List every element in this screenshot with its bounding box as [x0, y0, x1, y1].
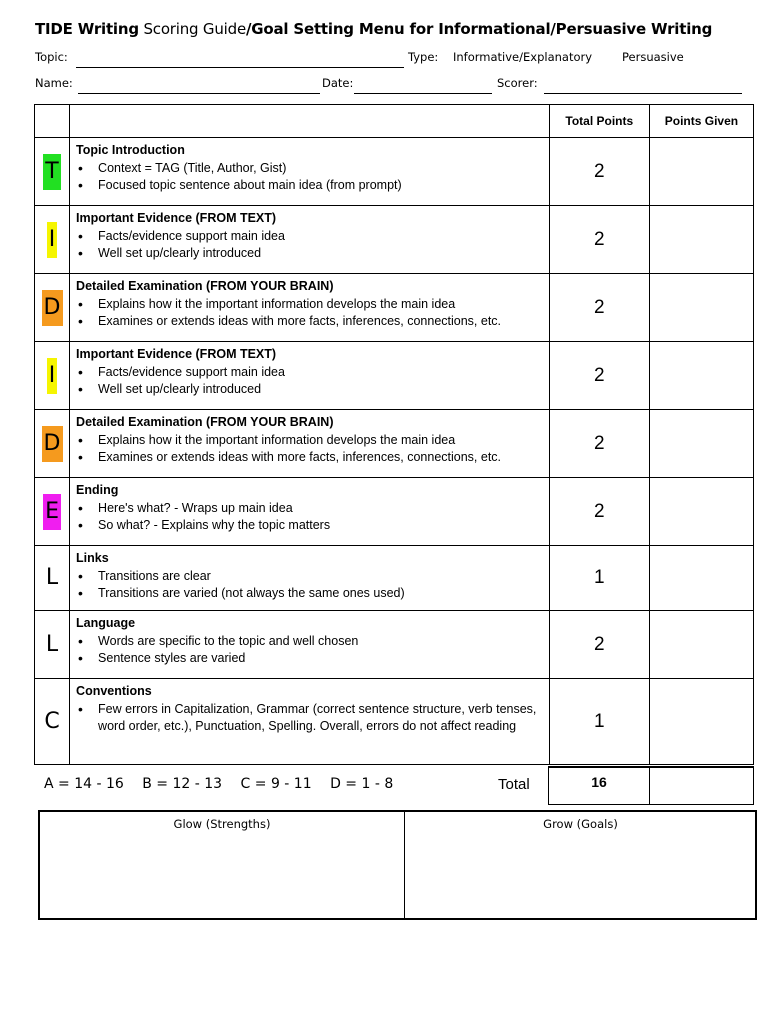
- name-label: Name:: [35, 76, 73, 90]
- criteria-heading: Detailed Examination (FROM YOUR BRAIN): [76, 279, 334, 293]
- tidell-letter: E: [43, 494, 61, 530]
- criteria-bullet: • Well set up/clearly introduced: [76, 381, 543, 399]
- criteria-bullet: • So what? - Explains why the topic matters: [76, 517, 543, 535]
- points-given-cell[interactable]: [649, 478, 753, 546]
- type-label: Type:: [408, 50, 439, 64]
- total-points-cell: 2: [549, 206, 649, 274]
- criteria-heading: Links: [76, 551, 109, 565]
- total-points-cell: 2: [549, 342, 649, 410]
- rubric-row: [35, 546, 754, 611]
- grow-label: Grow (Goals): [543, 817, 618, 831]
- letter-cell: [35, 546, 70, 611]
- criteria-bullet: • Few errors in Capitalization, Grammar (correct sentence structure, verb tenses, word order, etc.), Punctuation, Spelling. Overall, errors do not affect reading: [76, 701, 543, 736]
- criteria-bullet: • Examines or extends ideas with more facts, inferences, connections, etc.: [76, 313, 543, 331]
- criteria-bullet: • Sentence styles are varied: [76, 650, 543, 668]
- criteria-cell: [70, 611, 550, 679]
- points-given-cell[interactable]: [649, 274, 753, 342]
- criteria-cell: [70, 206, 550, 274]
- total-points-cell: 2: [549, 410, 649, 478]
- criteria-bullet: • Here's what? - Wraps up main idea: [76, 500, 543, 518]
- title-plain: Scoring Guide: [138, 20, 246, 38]
- points-given-cell[interactable]: [649, 206, 753, 274]
- criteria-heading: Ending: [76, 483, 119, 497]
- glow-grow-box: [38, 810, 757, 920]
- letter-cell: [35, 206, 70, 274]
- criteria-bullet: • Words are specific to the topic and well chosen: [76, 633, 543, 651]
- name-field[interactable]: [78, 93, 320, 94]
- total-points-header: Total Points: [549, 105, 649, 138]
- criteria-bullet: • Explains how it the important information develops the main idea: [76, 296, 543, 314]
- criteria-heading: Language: [76, 616, 136, 630]
- criteria-cell: [70, 679, 550, 765]
- header-desc-cell: [70, 105, 550, 138]
- title-bold-1: TIDE Writing: [35, 20, 139, 38]
- topic-label: Topic:: [35, 50, 68, 64]
- rubric-row: [35, 611, 754, 679]
- scorer-label: Scorer:: [497, 76, 538, 90]
- total-points-value: 16: [591, 774, 607, 790]
- total-points-cell: 1: [549, 679, 649, 765]
- criteria-bullet: • Well set up/clearly introduced: [76, 245, 543, 263]
- criteria-cell: [70, 274, 550, 342]
- rubric-row: [35, 138, 754, 206]
- criteria-bullet: • Facts/evidence support main idea: [76, 228, 543, 246]
- letter-cell: [35, 478, 70, 546]
- points-given-cell[interactable]: [649, 679, 753, 765]
- grade-a: A = 14 - 16: [44, 776, 124, 792]
- tidell-letter: D: [42, 426, 63, 462]
- rubric-row: [35, 410, 754, 478]
- rubric-row: [35, 206, 754, 274]
- date-field[interactable]: [354, 93, 492, 94]
- criteria-cell: [70, 410, 550, 478]
- letter-cell: [35, 274, 70, 342]
- letter-cell: [35, 679, 70, 765]
- glow-label: Glow (Strengths): [173, 817, 271, 831]
- title-bold-2: /Goal Setting Menu for Informational/Persuasive Writing: [245, 20, 713, 38]
- rubric-row: [35, 478, 754, 546]
- total-points-cell: 2: [549, 611, 649, 679]
- letter-cell: [35, 611, 70, 679]
- tidell-letter: D: [42, 290, 63, 326]
- page-title: [35, 20, 712, 38]
- rubric-row: [35, 679, 754, 765]
- letter-cell: [35, 138, 70, 206]
- criteria-heading: Topic Introduction: [76, 143, 185, 157]
- table-header-row: [35, 105, 754, 138]
- criteria-bullet: • Examines or extends ideas with more facts, inferences, connections, etc.: [76, 449, 543, 467]
- tidell-letter: L: [45, 565, 59, 590]
- points-given-cell[interactable]: [649, 611, 753, 679]
- header-letter-cell: [35, 105, 70, 138]
- type-option-persuasive[interactable]: Persuasive: [622, 50, 684, 64]
- tidell-letter: C: [44, 708, 60, 734]
- grade-b: B = 12 - 13: [142, 776, 223, 792]
- criteria-bullet: • Facts/evidence support main idea: [76, 364, 543, 382]
- points-given-cell[interactable]: [649, 546, 753, 611]
- criteria-bullet: • Transitions are varied (not always the same ones used): [76, 585, 543, 603]
- criteria-bullet: • Focused topic sentence about main idea (from prompt): [76, 177, 543, 195]
- criteria-cell: [70, 478, 550, 546]
- rubric-row: [35, 274, 754, 342]
- total-points-cell: 2: [549, 274, 649, 342]
- criteria-cell: [70, 342, 550, 410]
- criteria-bullet: • Transitions are clear: [76, 568, 543, 586]
- rubric-table: [34, 104, 754, 765]
- type-option-informative[interactable]: Informative/Explanatory: [453, 50, 593, 64]
- criteria-bullet: • Context = TAG (Title, Author, Gist): [76, 160, 543, 178]
- points-given-cell[interactable]: [649, 410, 753, 478]
- total-points-cell: 2: [549, 138, 649, 206]
- criteria-heading: Detailed Examination (FROM YOUR BRAIN): [76, 415, 334, 429]
- total-label: Total: [498, 776, 530, 793]
- total-row: [548, 766, 754, 805]
- total-points-cell: 2: [549, 478, 649, 546]
- criteria-heading: Conventions: [76, 684, 152, 698]
- criteria-bullet: • Explains how it the important information develops the main idea: [76, 432, 543, 450]
- grade-scale: [44, 776, 407, 792]
- tidell-letter: L: [45, 631, 59, 657]
- total-points-cell: 1: [549, 546, 649, 611]
- scorer-field[interactable]: [544, 93, 742, 94]
- rubric-row: [35, 342, 754, 410]
- topic-field[interactable]: [76, 67, 404, 68]
- letter-cell: [35, 342, 70, 410]
- date-label: Date:: [322, 76, 354, 90]
- points-given-cell[interactable]: [649, 342, 753, 410]
- tidell-letter: I: [47, 358, 58, 394]
- points-given-header: Points Given: [649, 105, 753, 138]
- criteria-cell: [70, 138, 550, 206]
- tidell-letter: T: [43, 154, 60, 190]
- grade-d: D = 1 - 8: [330, 776, 394, 792]
- grade-c: C = 9 - 11: [240, 776, 312, 792]
- letter-cell: [35, 410, 70, 478]
- criteria-heading: Important Evidence (FROM TEXT): [76, 347, 277, 361]
- criteria-cell: [70, 546, 550, 611]
- tidell-letter: I: [47, 222, 58, 258]
- points-given-cell[interactable]: [649, 138, 753, 206]
- criteria-heading: Important Evidence (FROM TEXT): [76, 211, 277, 225]
